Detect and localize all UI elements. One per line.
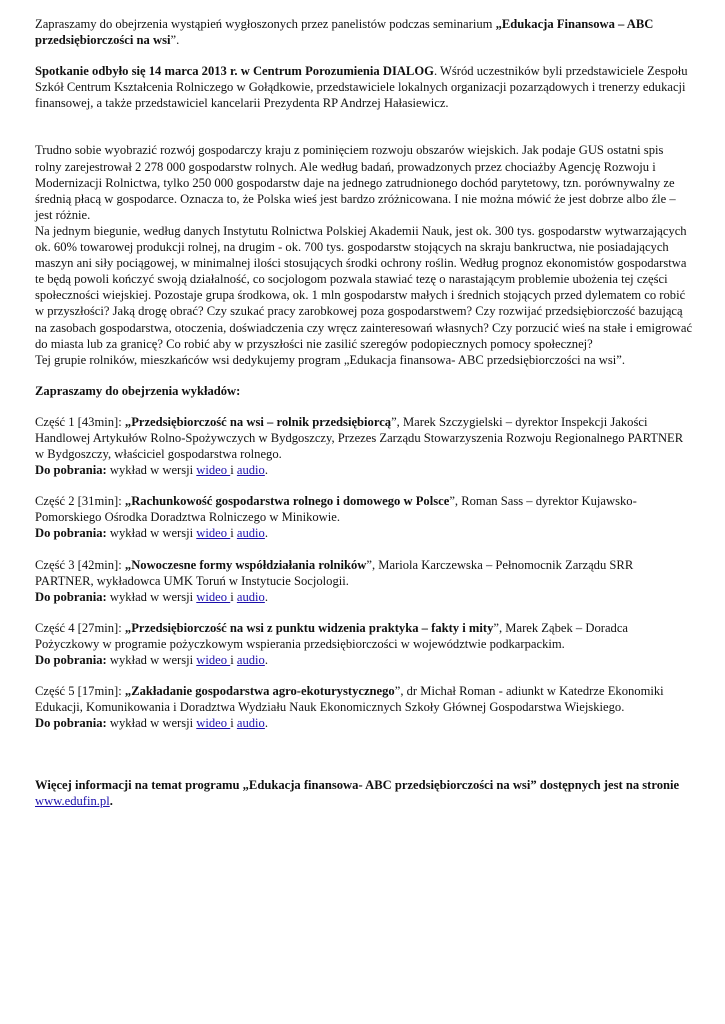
lecture-title: „Przedsiębiorczość na wsi z punktu widzenia praktyka – fakty i mity (124, 620, 494, 635)
meeting-date-location: Spotkanie odbyło się 14 marca 2013 r. w Centrum Porozumienia DIALOG (35, 64, 434, 79)
audio-link[interactable]: audio (236, 526, 265, 541)
lecture-description: Część 3 [42min]: „Nowoczesne formy współdziałania rolników”, Mariola Karczewska – Pełnomocnik Zarządu SRR PARTNER, wykładowca UMK Toruń w Instytucie Socjologii. (35, 557, 634, 588)
lecture-item (35, 683, 693, 731)
lecture-description: Część 2 [31min]: „Rachunkowość gospodarstwa rolnego i domowego w Polsce”, Roman Sass – dyrektor Kujawsko-Pomorskiego Ośrodka Doradztwa Rolniczego w Minikowie. (35, 494, 637, 525)
audio-link[interactable]: audio (236, 716, 265, 731)
lecture-title: „Nowoczesne formy współdziałania rolników (124, 557, 367, 572)
meeting-participants: . Wśród uczestników byli przedstawiciele Zespołu Szkół Centrum Kształcenia Rolniczego w Gołądkowie, przedstawiciele lokalnych organizacji pozarządowych i trenerzy edukacji finansowej, a także przedstawiciel kancelarii Prezydenta RP Andrzej Hałasiewicz. (35, 64, 688, 111)
intro-text: Zapraszamy do obejrzenia wystąpień wygłoszonych przez panelistów podczas seminarium (35, 17, 496, 31)
lecture-description: Część 1 [43min]: „Przedsiębiorczość na wsi – rolnik przedsiębiorcą”, Marek Szczygielski – dyrektor Inspekcji Jakości Handlowej Artykułów Rolno-Spożywczych w Bydgoszczy, Przezes Zarządu Stowarzyszenia Rozwoju Regionalnego PARTNER w Bydgoszczy, właściciel gospodarstwa rolnego. (35, 414, 684, 462)
lecture-description: Część 4 [27min]: „Przedsiębiorczość na wsi z punktu widzenia praktyka – fakty i mity”, Marek Ząbek – Doradca Pożyczkowy w programie pożyczkowym wspierania przedsiębiorczości w województwie podkarpackim. (35, 620, 629, 651)
audio-link[interactable]: audio (236, 653, 265, 667)
download-line: Do pobrania: wykład w wersji wideo i audio. (35, 589, 269, 604)
lecture-item (35, 620, 693, 668)
download-line: Do pobrania: wykład w wersji wideo i audio. (35, 463, 269, 478)
lecture-item (35, 493, 693, 541)
body-paragraph-3: Tej grupie rolników, mieszkańców wsi dedykujemy program „Edukacja finansowa- ABC przedsiębiorczości na wsi”. (35, 352, 626, 367)
video-link[interactable]: wideo (196, 526, 231, 541)
lecture-title: „Zakładanie gospodarstwa agro-ekoturystycznego (124, 684, 395, 699)
lecture-item (35, 414, 693, 478)
intro-paragraph: Zapraszamy do obejrzenia wystąpień wygłoszonych przez panelistów podczas seminarium „Edukacja Finansowa – ABC przedsiębiorczości na wsi”. (35, 17, 654, 48)
footer-paragraph: Więcej informacji na temat programu „Edukacja finansowa- ABC przedsiębiorczości na wsi” dostępnych jest na stronie www.edufin.pl. (35, 778, 680, 809)
website-link[interactable]: www.edufin.pl (35, 794, 110, 809)
lecture-title: „Rachunkowość gospodarstwa rolnego i domowego w Polsce (124, 494, 450, 509)
download-line: Do pobrania: wykład w wersji wideo i audio. (35, 526, 269, 541)
lecture-description: Część 5 [17min]: „Zakładanie gospodarstwa agro-ekoturystycznego”, dr Michał Roman - adiunkt w Katedrze Ekonomiki Edukacji, Komunikowania i Doradztwa Wydziału Nauk Ekonomicznych Szkoły Głównej Gospodarstwa Wiejskiego. (35, 684, 664, 715)
meeting-paragraph (35, 63, 693, 111)
lectures-heading: Zapraszamy do obejrzenia wykładów: (35, 383, 241, 398)
video-link[interactable]: wideo (196, 589, 231, 604)
video-link[interactable]: wideo (196, 653, 231, 667)
video-link[interactable]: wideo (196, 716, 231, 731)
seminar-title: „Edukacja Finansowa – ABC przedsiębiorczości na wsi (35, 17, 654, 48)
download-line: Do pobrania: wykład w wersji wideo i audio. (35, 653, 269, 667)
body-paragraph-1: Trudno sobie wyobrazić rozwój gospodarczy kraju z pominięciem rozwoju obszarów wiejskich. Jak podaje GUS ostatni spis rolny zarejestrował 2 278 000 gospodarstw rolnych. Ale według badań, prowadzonych przez chociażby Agencję Rozwoju i Modernizacji Rolnictwa, tylko 250 000 gospodarstw daje na jednego zatrudnionego dochód parytetowy, tzn. porównywalny ze średnią płacą w gospodarce. Oznacza to, że Polska wieś jest bardzo zróżnicowana. I nie można mówić że jest dobrze albo źle – jest różnie. (35, 143, 676, 222)
body-paragraph-2: Na jednym biegunie, według danych Instytutu Rolnictwa Polskiej Akademii Nauk, jest ok. 300 tys. gospodarstw wytwarzających ok. 60% towarowej produkcji rolnej, na drugim - ok. 700 tys. gospodarstw stojących na skraju bankructwa, nie posiadających maszyn ani siły pociągowej, w minimalnej ilości stosujących środki ochrony roślin. Według prognoz ekonomistów gospodarstwa te będą powoli kończyć swoją działalność, co socjologom pozwala stawiać tezę o narastającym problemie ubożenia tej części społeczności wiejskiej. Pozostaje grupa środkowa, ok. 1 mln gospodarstw małych i średnich stojących przed dylematem co robić w przyszłości? Jaką drogę obrać? Czy szukać pracy zarobkowej poza gospodarstwem? Czy rozwijać przedsiębiorczość bazującą na zasobach gospodarstwa, otoczenia, doświadczenia czy wręcz zainteresowań własnych? Czy porzucić wieś na stałe i emigrować do miasta lub za granicę? Co robić aby w przyszłości nie zasilić szeregów podopiecznych pomocy społecznej? (35, 223, 693, 351)
audio-link[interactable]: audio (236, 463, 265, 478)
document-content (35, 16, 693, 810)
download-line: Do pobrania: wykład w wersji wideo i audio. (35, 716, 269, 731)
video-link[interactable]: wideo (196, 463, 231, 478)
lecture-item (35, 557, 693, 605)
audio-link[interactable]: audio (236, 589, 265, 604)
lecture-title: „Przedsiębiorczość na wsi – rolnik przedsiębiorcą (124, 414, 392, 429)
